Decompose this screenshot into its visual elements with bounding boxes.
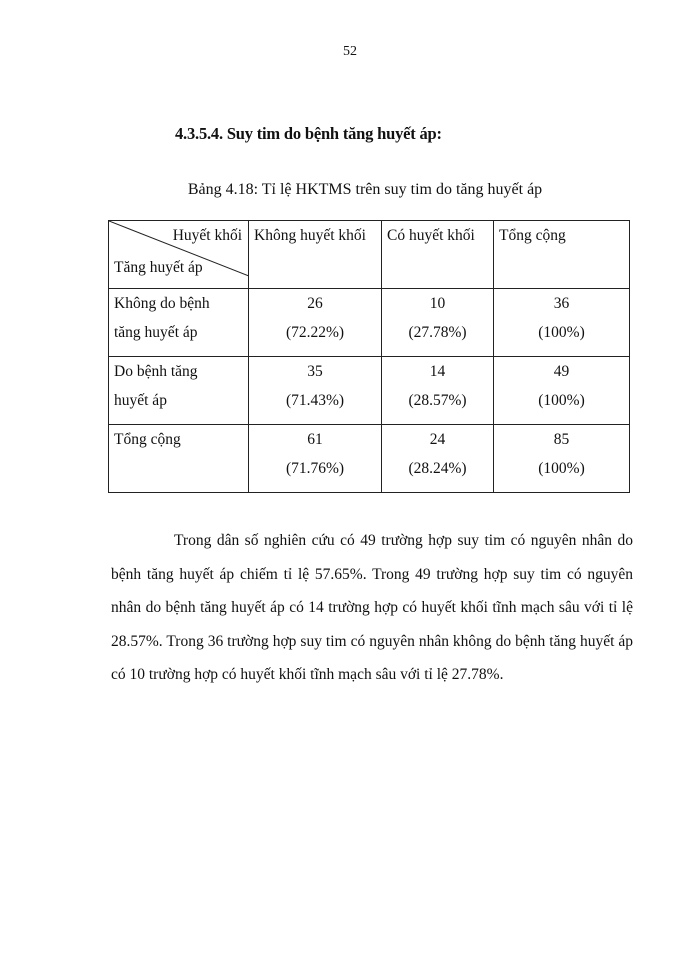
cell-percent: (100%) — [538, 460, 585, 477]
row-label-line: Do bệnh tăng — [114, 363, 198, 380]
row-label-line: tăng huyết áp — [114, 324, 198, 341]
table-row — [109, 357, 630, 425]
table-cell — [249, 425, 382, 493]
cell-count: 85 — [553, 431, 570, 448]
cell-percent: (28.57%) — [408, 392, 467, 409]
row-label — [109, 357, 249, 425]
cell-percent: (71.43%) — [285, 392, 345, 409]
page-number: 52 — [343, 44, 357, 59]
cell-percent: (100%) — [538, 324, 585, 341]
cell-percent: (71.76%) — [285, 460, 345, 477]
cell-count: 61 — [307, 431, 323, 448]
cell-count: 35 — [307, 363, 323, 380]
cell-count: 26 — [307, 295, 323, 312]
corner-header-cell — [109, 221, 249, 289]
row-label-line: huyết áp — [114, 392, 167, 409]
row-label-line: Tổng cộng — [114, 431, 181, 448]
table-cell — [382, 289, 494, 357]
table-row — [109, 425, 630, 493]
row-label-line: Không do bệnh — [114, 295, 210, 312]
row-label-line — [114, 449, 248, 460]
cell-percent: (27.78%) — [408, 324, 467, 341]
cell-count: 49 — [553, 363, 570, 380]
table-cell — [494, 289, 630, 357]
cell-percent: (28.24%) — [408, 460, 467, 477]
row-label — [109, 425, 249, 493]
table-row — [109, 289, 630, 357]
cell-count: 14 — [429, 363, 446, 380]
corner-row-label: Tăng huyết áp — [114, 259, 203, 276]
column-header: Có huyết khối — [382, 221, 494, 289]
cell-percent: (72.22%) — [285, 324, 345, 341]
table-cell — [494, 357, 630, 425]
body-paragraph: Trong dân số nghiên cứu có 49 trường hợp suy tim có nguyên nhân do bệnh tăng huyết áp chiếm tỉ lệ 57.65%. Trong 49 trường hợp suy tim có nguyên nhân do bệnh tăng huyết áp có 14 trường hợp có huyết khối tĩnh mạch sâu với tỉ lệ 28.57%. Trong 36 trường hợp suy tim có nguyên nhân không do bệnh tăng huyết áp có 10 trường hợp có huyết khối tĩnh mạch sâu với tỉ lệ 27.78%. — [111, 532, 633, 684]
section-heading: 4.3.5.4. Suy tim do bệnh tăng huyết áp: — [175, 124, 442, 143]
table-header-row — [109, 221, 630, 289]
cell-count: 24 — [429, 431, 446, 448]
table-cell — [249, 357, 382, 425]
table-caption: Bảng 4.18: Tỉ lệ HKTMS trên suy tim do tăng huyết áp — [187, 181, 543, 198]
table-cell — [382, 425, 494, 493]
column-header: Tổng cộng — [494, 221, 630, 289]
cell-percent: (100%) — [538, 392, 585, 409]
cell-count: 10 — [429, 295, 446, 312]
corner-column-label: Huyết khối — [172, 227, 242, 244]
column-header: Không huyết khối — [249, 221, 382, 289]
row-label — [109, 289, 249, 357]
cell-count: 36 — [553, 295, 570, 312]
data-table — [108, 220, 630, 493]
table-cell — [249, 289, 382, 357]
table-cell — [382, 357, 494, 425]
table-cell — [494, 425, 630, 493]
